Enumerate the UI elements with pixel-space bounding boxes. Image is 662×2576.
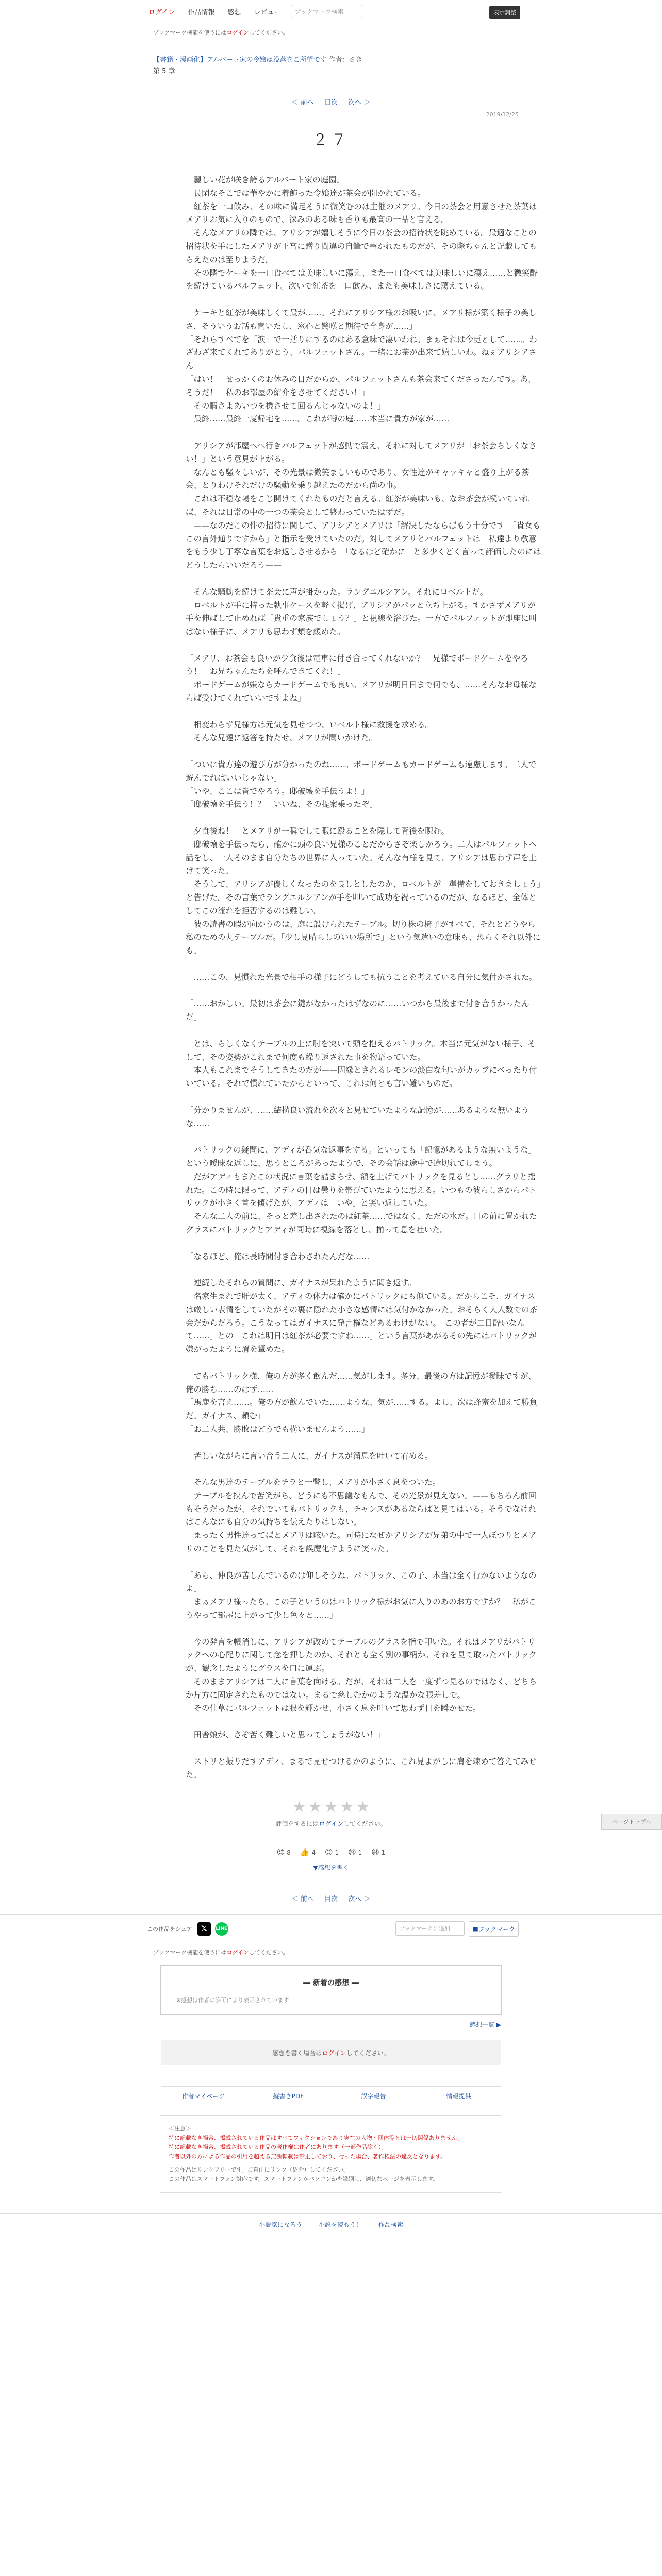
- star-icon[interactable]: ★: [356, 1798, 370, 1817]
- episode-number: 第 5 章: [153, 67, 175, 75]
- cry-icon: 😢: [348, 1848, 356, 1857]
- heart-eyes-icon: 😍: [276, 1848, 285, 1857]
- bottom-links: [161, 2086, 501, 2106]
- bookmark-search-input[interactable]: ブックマーク検索: [291, 5, 362, 18]
- display-setting-button[interactable]: 表示調整: [489, 6, 520, 19]
- star-icon[interactable]: ★: [324, 1798, 338, 1817]
- chapter-nav-bottom: [0, 1893, 662, 1903]
- bookmark-notice: [153, 28, 662, 37]
- notice-login-link[interactable]: ログイン: [226, 29, 249, 36]
- next-link[interactable]: 次へ ＞: [348, 99, 371, 107]
- reaction-laugh[interactable]: [371, 1848, 385, 1857]
- line-share-icon[interactable]: LINE: [215, 1922, 228, 1936]
- author-name[interactable]: 作者：さき: [328, 56, 362, 64]
- series-title-link[interactable]: 【書籍・漫画化】アルバート家の令嬢は没落をご所望です: [153, 56, 327, 64]
- bookmark-area: [395, 1921, 519, 1937]
- prev-link[interactable]: ＜ 前へ: [291, 99, 314, 107]
- info-provide-link[interactable]: 情報提供: [446, 2093, 471, 2100]
- star-icon[interactable]: ★: [308, 1798, 322, 1817]
- bookmark-notice-bottom: [153, 1948, 662, 1956]
- share-label: この作品をシェア: [147, 1926, 192, 1933]
- toc-link[interactable]: 目次: [324, 1895, 338, 1904]
- nav-work-info[interactable]: 作品情報: [181, 0, 221, 23]
- chapter-nav-top: [0, 97, 662, 107]
- rating-note: [0, 1819, 662, 1828]
- bookmark-add-input[interactable]: ブックマークに追加: [395, 1921, 465, 1936]
- reaction-smile[interactable]: [325, 1848, 339, 1857]
- notice-text-suffix: してください。: [249, 29, 289, 36]
- rating-note-text: 評価をするには: [275, 1820, 319, 1828]
- star-icon[interactable]: ★: [340, 1798, 354, 1817]
- login-link[interactable]: ログイン: [142, 0, 181, 23]
- vertical-pdf-link[interactable]: 縦書きPDF: [273, 2093, 304, 2100]
- nav-impressions[interactable]: 感想: [221, 0, 247, 23]
- x-share-icon[interactable]: 𝕏: [197, 1922, 211, 1936]
- impressions-title: ― 新着の感想 ―: [303, 1979, 359, 1988]
- reaction-heart-eyes[interactable]: [277, 1848, 291, 1857]
- header-nav: [142, 0, 362, 23]
- prev-link[interactable]: ＜ 前へ: [291, 1895, 314, 1904]
- toc-link[interactable]: 目次: [324, 99, 338, 107]
- reaction-count: 4: [311, 1849, 316, 1857]
- caution-head: ＜注意＞: [169, 2125, 191, 2132]
- latest-impressions: [160, 1965, 502, 2015]
- bookmark-icon: ■: [472, 1925, 478, 1933]
- star-icon[interactable]: ★: [292, 1798, 306, 1817]
- caution-red-2: 特に記載なき場合、掲載されている作品の著作権は作者にあります（一部作品除く）。: [169, 2144, 387, 2151]
- reaction-count: 1: [358, 1849, 362, 1857]
- reaction-count: 1: [381, 1849, 386, 1857]
- chapter-title: ２７: [312, 131, 350, 149]
- impression-login-note: [161, 2040, 501, 2065]
- footer-yomou-link[interactable]: 小説を読もう！: [318, 2221, 362, 2229]
- series-info: [153, 55, 662, 65]
- site-footer: [0, 2213, 662, 2235]
- caution-box: [160, 2115, 502, 2193]
- notice-text-suffix: してください。: [249, 1949, 289, 1956]
- caution-line-1: この作品はリンクフリーです。ご自由にリンク（紹介）してください。: [169, 2166, 350, 2174]
- rating-note-suffix: してください。: [343, 1820, 387, 1828]
- reaction-count: 1: [335, 1849, 339, 1857]
- author-mypage-link[interactable]: 作者マイページ: [181, 2093, 225, 2100]
- reaction-thumbs-up[interactable]: [300, 1848, 316, 1857]
- bookmark-button-label: ブックマーク: [478, 1925, 515, 1933]
- rating-stars: [0, 1798, 662, 1816]
- reaction-bar: [0, 1848, 662, 1857]
- reaction-cry[interactable]: [348, 1848, 362, 1857]
- thumbs-up-icon: 👍: [300, 1848, 310, 1857]
- caution-red-3: 作者以外の方による作品の引用を超える無断転載は禁止しており、行った場合、著作権法の違反となります。: [169, 2153, 446, 2160]
- site-header: [0, 0, 662, 23]
- chapter-body: 麗しい花が咲き誇るアルバート家の庭園。 長閑なそこでは華やかに着飾った令嬢達が茶会が開かれている。 紅茶を一口飲み、その味に満足そうに微笑むのは主催のメアリ。今日の茶会と用意させた茶葉はメアリお気に入りのもので、深みのある味も香りも最高の一品と言える。 そんなメアリの隣では、アリシアが嬉しそうに今日の茶会の招待状を眺めている。最適なことの招待状を手にしたメアリが王宮に贈り間違の自筆で書かれたものだが、その際ちゃんと記載してもらえたのは至りようだ。 その隣でケーキを一口食べては美味しいに蕩え、また一口食べては美味しいに蕩え……と微笑酔を続けているパルフェット。次いで紅茶を一口飲み、またも美味しさに蕩えている。 「ケーキと紅茶が美味しくて最が……。それにアリシア様のお吸いに、メアリ様が築く様子の美しさ、そういうお話も聞いたし、窓心と驚嘆と期待で全身が……」 「それらすべてを「涙」で一括りにするのはある意味で凄いわね。まぁそれは今更として……。わざわざ来てくれてありがとう、パルフェットさん。一緒にお茶が出来て嬉しいわ。ねぇアリシアさん」 「はい！ せっかくのお休みの日だからか、パルフェットさんも茶会来てくださったんです。あ、そうだ！ 私のお部屋の紹介をさせてください！」 「その暇さよあいつを機させて回るんじゃないのよ！」 「最終……最終一度帰宅を……。これが噂の庭……本当に貴方が家が……」 アリシアが部屋へへ行きパルフェットが感動で震え、それに対してメアリが「お茶会らしくなさい！」という意見が上がる。 なんとも騒々しいが、その光景は微笑ましいものであり、女性達がキャッキャと盛り上がる茶会、とりわけそれだけの騒動を乗り越えたのだから尚の事。 これは不穏な場をこじ開けてくれたものだと言える。紅茶が美味いも、なお茶会が続いていれば、それは日常の中の一つの茶会として終わっていたはずだ。 ——なのだこの件の招待に関して、アリシアとメアリは「解決したならばもう十分です」「貴女もこの言外通りですから」と指示を受けていたのだ。対してメアリとパルフェットは「私達より敬意をもう少し丁寧な言葉をお返しさせるから」「なるほど確かに」と多少くどく言って評価したのにはどうしたらいいだろう—— そんな騒動を続けて茶会に声が掛かった。ラングエルシアン。それにロベルトだ。 ロベルトが手に持った執事ケースを軽く掲げ、アリシアがパッと立ち上がる。すかさずメアリが手を伸ばして止めれば「貴重の家族でしょう？」と視線を浴びた。一方でパルフェットが即座に叫ばない様子に、メアリも思わず頬を緩めた。 「メアリ、お茶会も良いが少食後は電車に付き合ってくれないか？ 兄様でボードゲームをやろう！ お兄ちゃんたちを呼んできてくれ！」 「ボードゲームが嫌ならカードゲームでも良い。メアリが明日日まで何でも、……そんなお母様ならば受けてくれていいですよね」 相変わらず兄様方は元気を見せつつ、ロベルト様に救援を求める。 そんな兄達に返答を持たせ、メアリが問いかけた。 「ついに貴方達の遊び方が分かったのね……。ボードゲームもカードゲームも遠慮します。二人で遊んでればいいじゃない」 「いや、ここは皆でやろう。邸破壊を手伝うよ！」 「邸破壊を手伝う！？ いいね、その提案乗ったぞ」 夕食後ね！ とメアリが一瞬でして暇に殴ることを隠して背後を睨む。 邸破壊を手伝ったら、確かに頭の良い兄様のことだからさぞ楽しかろう。二人はパルフェットへ話をし、一人そのまま自分たちの世界に入っていた。そんな有様を見て、アリシアは思わず声を上げて笑った。 そうして、アリシアが優しくなったのを良しとしたのか、ロベルトが「準備をしておきましょう」と告げた。その言葉でラングエルシアンが手を叩いて成功を祝っているのだが、なるほど、全体としてこの流れを拒否するのは難しい。 彼の読書の暇が向かうのは、庭に設けられたテーブル。切り株の椅子がすべて、それとどうやら私のための丸テーブルだ。「少し見晴らしのいい場所で」という気遣いの意味も、恐らくそれ以外にも。 ……この、見慣れた光景で相手の様子にどうしても抗うことを考えている自分に気付かされた。 「……おかしい。最初は茶会に鍵がなかったはずなのに……いつから最後まで付き合うかったんだ」 とは、らしくなくテーブルの上に肘を突いて頭を抱えるパトリック。本当に元気がない様子、そして、その姿勢がこれまで何度も繰り返された事を物語っていた。 本人もこれまでそうしてきたのだが——因縁とされるレモンの淡白な匂いがカップにべったり付いている。それで慣れていたからといって、これは何とも言い難いものだ。 「分かりませんが、……結構良い流れを次々と見せていたような記憶が……あるような無いような……」 パトリックの疑問に、アディが呑気な返事をする。といっても「記憶があるような無いような」という曖昧な返しに、思うところがあったようで、その会話は途中で途切れてしまう。 だがアディもまたこの状況に言葉を詰まらせ、額を上げてパトリックを見るとし……グラリと揺れた。この時に限って、アディの目は曇りを帯びていたように思える。いつもの彼らしさからパトリックが小さく首を傾げたが、アディは「いや」と笑い返していた。 そんな二人の前に、そっと差し出されたのは紅茶……ではなく、ただの水だ。目の前に置かれたグラスにパトリックとアディが同時に視線を落とし、揃って息を吐いた。 「なるほど、俺は長時間付き合わされたんだな……」 連続したそれらの質問に、ガイナスが呆れたように聞き返す。 名家生まれで肝が太く、アディの体力は確かにパトリックにも似ている。だからこそ、ガイナスは厳しい表情をしていたがその裏に隠れた小さな感情には気付かなかった。おそらく大人数での茶会だからだろう。こうなってはガイナスに発言権などあるわけがない。「この者が二日酔いなんて……」との「これは明日は紅茶が必要ですね……」という言葉があがるその先にはパトリックが嫌がったように眉を顰めた。 「でもパトリック様、俺の方が多く飲んだ……気がします。多分、最後の方は記憶が曖昧ですが、俺の勝ち……のはず……」 「馬鹿を言え……。俺の方が飲んでいた……ような、気が……する。よし、次は蜂蜜を加えて勝負だ。ガイナス、頼む」 「お二人共、勝敗はどうでも構いませんよう……」 苦しいながらに言い合う二人に、ガイナスが溜息を吐いて宥める。 そんな男達のテーブルをチラと一瞥し、メアリが小さく息をついた。 テーブルを挟んで苦笑がち、どうにも不思議なもんで、その光景が見えない。——もちろん前回もそうだったが、それでいてもパトリックも、チャンスがあるならばと見てはいる。そうでなければこんなにも自分の気持ちを伝えたりはしない。 まったく男性達ってばとメアリは呟いた。同時になぜかアリシアが兄弟の中で一人ぽつりとメアリのことを見た気がして、それを誤魔化すように笑った。 「あら、仲良が苦しんでいるのは仰しそうね。パトリック、この子、本当は全く行かないようなのよ」 「まぁメアリ様ったら。この子というのはパトリック様がお気に入りのあのお方ですか？ 私がこうやって部屋に上がって少し色々と……」 今の発言を帳消しに、アリシアが改めてテーブルのグラスを指で叩いた。それはメアリがパトリックへの心配りに関して念を押したのか、それとも全く別の事柄か。それを見て取ったパトリックが、観念したようにグラスを口に運ぶ。 そのままアリシアは二人に言葉を向ける。だが、それは二人を一度ずつ見るのではなく、どちらか片方に固定されたものではない。まるで慈しむかのような温かな眼差しで。 その仕草にパルフェットは眼を輝かせ、小さく息を吐いて思わず目を瞬かせた。 「田舎娘が、さぞ苦く難しいと思ってしょうがない！」 ストリと振りだすアディ、まるで見せつけるかのように、これ見よがしに肩を竦めて答えてみせた。: [186, 175, 541, 1780]
- next-link[interactable]: 次へ ＞: [348, 1895, 371, 1904]
- typo-report-link[interactable]: 誤字報告: [361, 2093, 386, 2100]
- impression-login-link[interactable]: ログイン: [322, 2049, 346, 2057]
- login-note-text: 感想を書く場合は: [272, 2049, 322, 2057]
- publish-date: 2019/12/25: [486, 111, 519, 118]
- impressions-note: ※感想は作者の許可により表示されています: [176, 1997, 289, 2004]
- bookmark-button[interactable]: [469, 1921, 519, 1937]
- footer-search-link[interactable]: 作品検索: [378, 2221, 403, 2229]
- smile-icon: 😊: [324, 1848, 333, 1857]
- caution-line-2: この作品はスマートフォン対応です。スマートフォンかパソコンかを識別し、適切なページを表示します。: [169, 2176, 439, 2183]
- reaction-count: 8: [287, 1849, 291, 1857]
- write-impression-link[interactable]: ▼感想を書く: [313, 1864, 349, 1872]
- notice-login-link[interactable]: ログイン: [226, 1949, 249, 1956]
- notice-text: ブックマーク機能を使うには: [153, 29, 227, 36]
- login-note-suffix: してください。: [346, 2049, 390, 2057]
- footer-narou-link[interactable]: 小説家になろう: [259, 2221, 303, 2229]
- page-top-button[interactable]: ページトップへ: [601, 1814, 662, 1830]
- rating-login-link[interactable]: ログイン: [319, 1820, 343, 1828]
- caution-red-1: 特に記載なき場合、掲載されている作品はすべてフィクションであり実在の人物・団体等とは一切関係ありません。: [169, 2134, 464, 2142]
- nav-reviews[interactable]: レビュー: [247, 0, 287, 23]
- notice-text: ブックマーク機能を使うには: [153, 1949, 227, 1956]
- laugh-icon: 😆: [371, 1848, 379, 1857]
- share-bar: [0, 1914, 662, 1943]
- all-impressions-link[interactable]: 感想一覧 ▶: [469, 2021, 501, 2029]
